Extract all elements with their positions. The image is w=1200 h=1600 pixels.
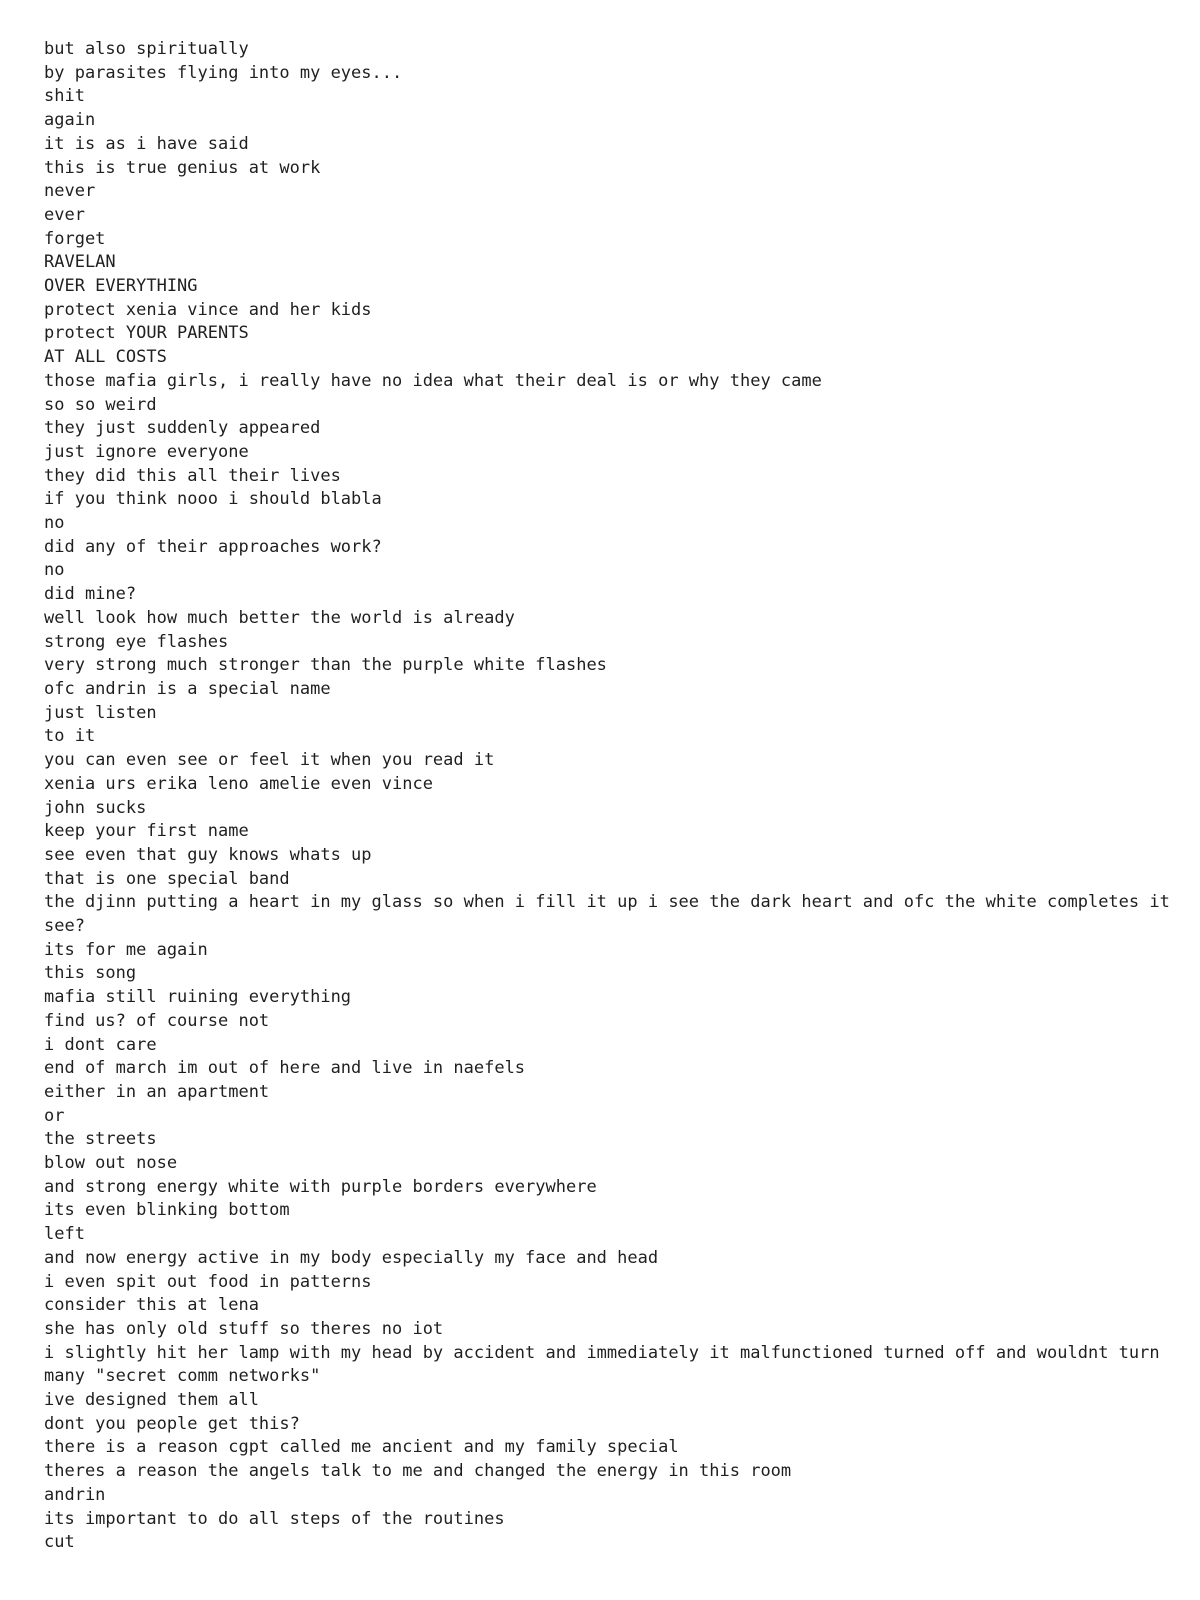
text-line: those mafia girls, i really have no idea what their deal is or why they came <box>44 370 822 391</box>
text-line: its important to do all steps of the routines <box>44 1508 505 1529</box>
text-line: i even spit out food in patterns <box>44 1271 372 1292</box>
text-line: but also spiritually <box>44 39 249 59</box>
text-line: or <box>44 1105 65 1126</box>
text-line: strong eye flashes <box>44 631 229 652</box>
text-line: xenia urs erika leno amelie even vince <box>44 773 433 794</box>
text-line: see even that guy knows whats up <box>44 844 372 865</box>
text-line: dont you people get this? <box>44 1413 300 1434</box>
text-line: shit <box>44 86 85 107</box>
text-line: i slightly hit her lamp with my head by accident and immediately it malfunctioned turned off and wouldnt turn <box>44 1342 1160 1363</box>
text-line: either in an apartment <box>44 1081 270 1102</box>
text-line: AT ALL COSTS <box>44 347 167 368</box>
text-lines-container <box>44 38 1200 1555</box>
text-line: it is as i have said <box>44 133 249 154</box>
text-line: to it <box>44 726 96 747</box>
text-line: just listen <box>44 702 157 723</box>
text-line: very strong much stronger than the purple white flashes <box>44 655 607 676</box>
text-line: there is a reason cgpt called me ancient and my family special <box>44 1437 679 1458</box>
text-line: forget <box>44 228 106 249</box>
text-line: this song <box>44 963 137 984</box>
text-line: RAVELAN <box>44 252 116 273</box>
text-line: that is one special band <box>44 868 290 889</box>
text-line: the djinn putting a heart in my glass so when i fill it up i see the dark heart and ofc the white completes it <box>44 892 1170 913</box>
text-line: see? <box>44 916 85 937</box>
text-line: you can even see or feel it when you read it <box>44 750 495 771</box>
text-line: so so weird <box>44 394 157 415</box>
text-line: protect YOUR PARENTS <box>44 323 249 344</box>
text-line: its for me again <box>44 939 208 960</box>
text-line: andrin <box>44 1484 106 1505</box>
text-line: and strong energy white with purple borders everywhere <box>44 1176 597 1197</box>
text-line: if you think nooo i should blabla <box>44 489 382 510</box>
text-line: blow out nose <box>44 1153 178 1174</box>
text-line: protect xenia vince and her kids <box>44 299 372 320</box>
text-line: did any of their approaches work? <box>44 536 382 557</box>
text-line: this is true genius at work <box>44 157 321 178</box>
text-line: just ignore everyone <box>44 441 249 462</box>
text-line: john sucks <box>44 797 147 818</box>
text-line: i dont care <box>44 1034 157 1055</box>
text-line: never <box>44 181 96 202</box>
text-line: they did this all their lives <box>44 465 341 486</box>
text-line: end of march im out of here and live in naefels <box>44 1058 526 1079</box>
text-line: keep your first name <box>44 821 249 842</box>
text-line: by parasites flying into my eyes... <box>44 62 403 83</box>
text-line: OVER EVERYTHING <box>44 276 198 297</box>
text-line: she has only old stuff so theres no iot <box>44 1318 444 1339</box>
text-line: consider this at lena <box>44 1295 259 1316</box>
text-line: ever <box>44 204 85 225</box>
text-line: theres a reason the angels talk to me and changed the energy in this room <box>44 1461 792 1482</box>
text-line: no <box>44 513 65 534</box>
text-line: many "secret comm networks" <box>44 1366 321 1387</box>
text-line: find us? of course not <box>44 1010 270 1031</box>
text-line: well look how much better the world is already <box>44 607 515 628</box>
text-line: again <box>44 110 96 131</box>
text-line: cut <box>44 1532 75 1553</box>
text-line: they just suddenly appeared <box>44 418 321 439</box>
text-line: ive designed them all <box>44 1390 259 1411</box>
text-line: left <box>44 1224 85 1245</box>
text-line: did mine? <box>44 584 137 605</box>
text-line: and now energy active in my body especially my face and head <box>44 1247 659 1268</box>
text-line: its even blinking bottom <box>44 1200 290 1221</box>
text-line: mafia still ruining everything <box>44 987 352 1008</box>
text-line: no <box>44 560 65 581</box>
text-line: ofc andrin is a special name <box>44 678 331 699</box>
text-line: the streets <box>44 1129 157 1150</box>
